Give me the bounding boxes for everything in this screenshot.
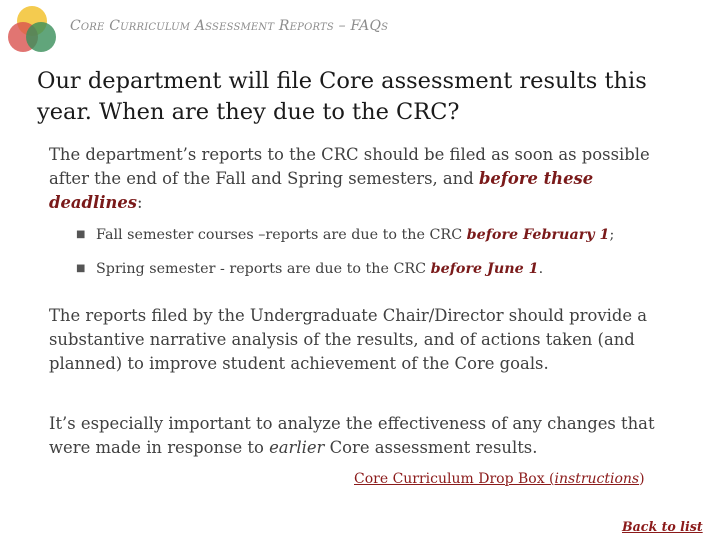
bullet-deadline: before February 1 bbox=[466, 227, 610, 243]
bullet-square-icon: ■ bbox=[76, 229, 86, 240]
header-bar bbox=[0, 0, 720, 60]
bullet-text: Fall semester courses –reports are due to the CRC bbox=[96, 227, 467, 243]
list-item bbox=[76, 224, 696, 258]
dropbox-close-paren: ) bbox=[639, 471, 645, 487]
intro-emphasis: before these deadlines bbox=[49, 169, 594, 212]
deadline-list bbox=[76, 224, 696, 292]
effectiveness-end: Core assessment results. bbox=[324, 438, 538, 457]
effectiveness-text: It’s especially important to analyze the effectiveness of any changes that were made in response to bbox=[49, 414, 655, 457]
question-heading: Our department will file Core assessment results this year. When are they due to the CRC? bbox=[37, 68, 647, 125]
dropbox-line bbox=[354, 471, 645, 487]
bullet-deadline: before June 1 bbox=[430, 261, 539, 277]
bullet-text: Spring semester - reports are due to the CRC bbox=[96, 261, 431, 277]
header-title: Core Curriculum Assessment Reports – FAQs bbox=[70, 18, 389, 34]
bullet-end: . bbox=[538, 261, 544, 277]
narrative-paragraph: The reports filed by the Undergraduate Chair/Director should provide a substantive narrative analysis of the results, and of actions taken (and planned) to improve student achievement of the Core goals. bbox=[49, 306, 648, 373]
effectiveness-emphasis: earlier bbox=[269, 438, 325, 457]
dropbox-link[interactable]: Core Curriculum Drop Box ( bbox=[354, 471, 555, 487]
instructions-link[interactable]: instructions bbox=[554, 471, 640, 487]
deadline-intro-paragraph bbox=[49, 143, 689, 215]
bullet-square-icon: ■ bbox=[76, 263, 86, 274]
core-curriculum-logo bbox=[4, 4, 60, 56]
back-to-list-link[interactable]: Back to list bbox=[622, 519, 703, 534]
list-item bbox=[76, 258, 696, 292]
effectiveness-paragraph bbox=[49, 412, 689, 460]
intro-text: The department’s reports to the CRC should be filed as soon as possible after the end of the Fall and Spring semesters, and bbox=[49, 145, 650, 188]
intro-end: : bbox=[137, 193, 143, 212]
bullet-end: ; bbox=[609, 227, 615, 243]
